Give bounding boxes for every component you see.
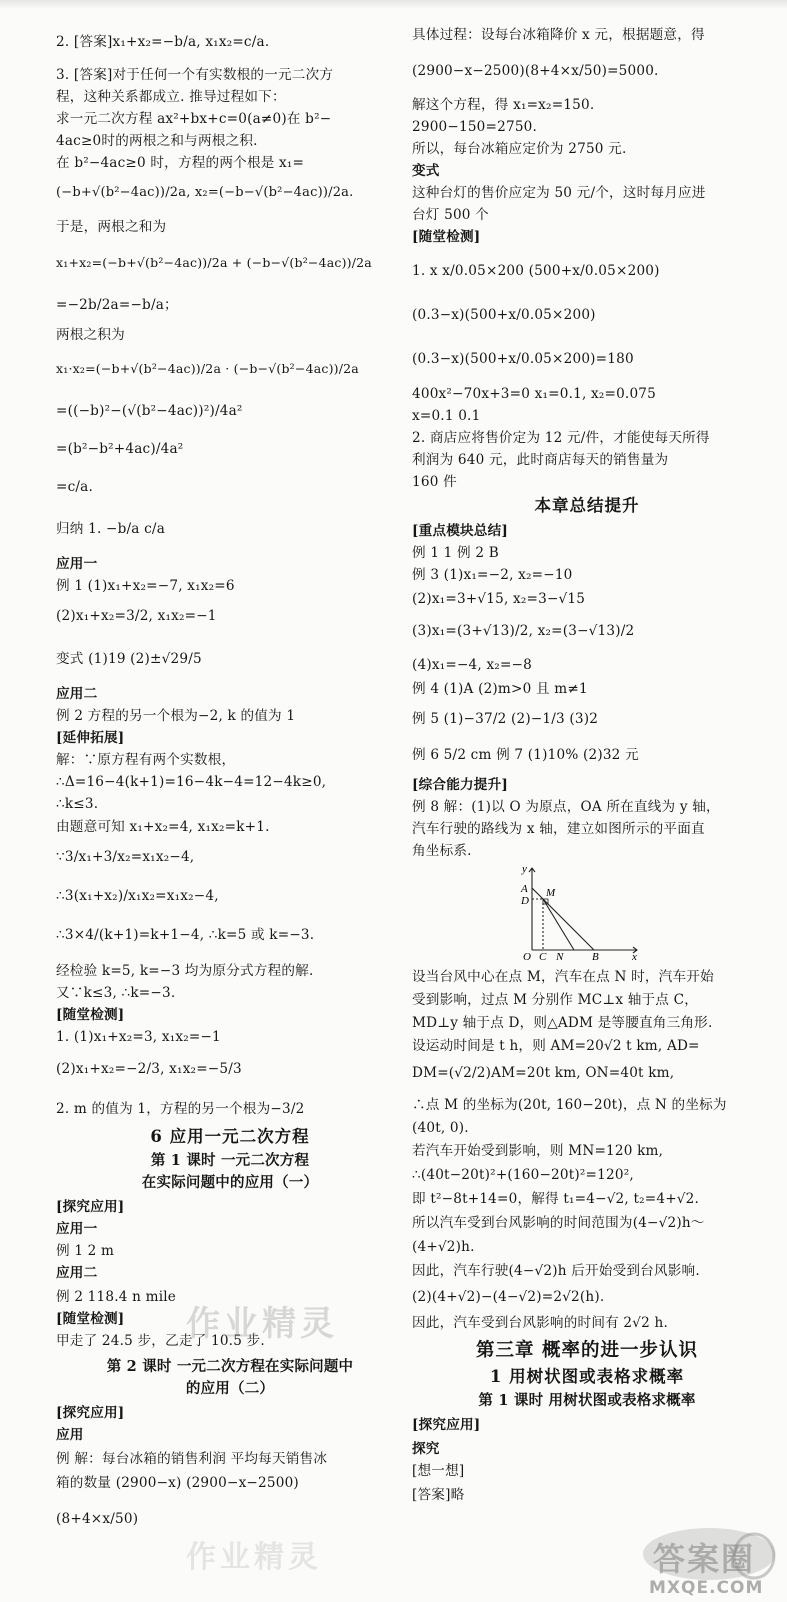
formula-line: =(b²−b²+4ac)/4a² [56,441,184,457]
answer-line: 1. x x/0.05×200 (500+x/0.05×200) [412,263,660,279]
solution-line: 又∵k≤3, ∴k=−3. [56,985,176,1001]
solution-line: 经检验 k=5, k=−3 均为原分式方程的解. [56,963,314,979]
section-heading: 应用一 [56,1221,98,1237]
answer-line: 1. (1)x₁+x₂=3, x₁x₂=−1 [56,1029,221,1045]
example-line: 例 5 (1)−37/2 (2)−1/3 (3)2 [412,711,599,727]
answer-line: 400x²−70x+3=0 x₁=0.1, x₂=0.075 [412,386,657,402]
section-tag: [随堂检测] [56,1007,125,1023]
text-line: 在 b²−4ac≥0 时，方程的两个根是 x₁= [56,155,305,171]
formula-line: x₁+x₂=(−b+√(b²−4ac))/2a + (−b−√(b²−4ac))/2a [56,255,372,270]
text-line: 这种台灯的售价应定为 50 元/个，这时每月应进 [412,185,706,201]
section-title: 6 应用一元二次方程 [150,1127,310,1146]
point-label-c: C [539,951,547,962]
solution-line: 由题意可知 x₁+x₂=4, x₁x₂=k+1. [56,819,270,835]
answer-line: 2. 商店应将售价定为 12 元/件，才能使每天所得 [412,430,710,446]
point-label-a: A [521,883,528,895]
coordinate-diagram [512,862,647,962]
answer-line: x=0.1 0.1 [412,408,481,424]
formula-line: =−2b/2a=−b/a； [56,297,178,313]
text-line: 解这个方程，得 x₁=x₂=150. [412,97,595,113]
example-line: 例 1 1 例 2 B [412,545,499,561]
solution-line: ∴(40t−20t)²+(160−20t)²=120², [412,1167,634,1183]
lesson-title: 第 2 课时 一元二次方程在实际问题中 [106,1358,354,1375]
solution-line: 即 t²−8t+14=0，解得 t₁=4−√2, t₂=4+√2. [412,1191,700,1207]
axis-label-x: x [632,951,637,962]
lesson-title: 第 1 课时 一元二次方程 [150,1152,310,1169]
answer-line: 甲走了 24.5 步，乙走了 10.5 步. [56,1333,265,1349]
formula-line: =((−b)²−(√(b²−4ac))²)/4a² [56,403,243,419]
text-line: 求一元二次方程 ax²+bx+c=0(a≠0)在 b²− [56,111,332,127]
point-label-o: O [523,951,531,962]
text-line: [答案]略 [412,1487,465,1503]
formula-line: (−b+√(b²−4ac))/2a, x₂=(−b−√(b²−4ac))/2a. [56,185,354,200]
point-label-b: B [592,951,599,962]
solution-line: DM=(√2/2)AM=20t km, ON=40t km, [412,1065,675,1081]
section-heading: 应用一 [56,556,98,572]
example-line: 例 3 (1)x₁=−2, x₂=−10 [412,567,573,583]
section-tag: [探究应用] [56,1199,125,1215]
example-line: 例 2 方程的另一个根为−2, k 的值为 1 [56,708,296,724]
answer-line: (0.3−x)(500+x/0.05×200)=180 [412,351,634,367]
text-line: 两根之积为 [56,327,125,343]
example-line: 例 1 2 m [56,1243,115,1259]
axis-label-y: y [522,863,527,875]
text-line: 所以，每台冰箱应定价为 2750 元. [412,141,627,157]
answer-2: 2. [答案]x₁+x₂=−b/a, x₁x₂=c/a. [56,34,270,50]
logo-url: MXQE.COM [649,1578,764,1598]
section-heading: 变式 [412,163,440,179]
example-line: 例 2 118.4 n mile [56,1289,177,1305]
text-line: [想一想] [412,1463,465,1479]
example-line: (2)x₁+x₂=3/2, x₁x₂=−1 [56,608,217,624]
section-tag: [探究应用] [56,1405,125,1421]
solution-line: 角坐标系. [412,843,472,859]
example-line: (4)x₁=−4, x₂=−8 [412,657,532,673]
lesson-title: 第 1 课时 用树状图或表格求概率 [478,1392,696,1409]
variant-line: 变式 (1)19 (2)±√29/5 [56,651,202,667]
text-line: 程，这种关系都成立. 推导过程如下： [56,89,286,105]
section-tag: [探究应用] [412,1417,481,1433]
point-label-d: D [521,895,529,907]
formula-line: =c/a. [56,479,94,495]
section-tag: [延伸拓展] [56,730,125,746]
solution-line: ∴3(x₁+x₂)/x₁x₂=x₁x₂−4, [56,888,219,904]
solution-line: 因此，汽车受到台风影响的时间有 2√2 h. [412,1315,668,1331]
answer-line: (2)x₁+x₂=−2/3, x₁x₂=−5/3 [56,1061,242,1077]
formula-line: x₁·x₂=(−b+√(b²−4ac))/2a · (−b−√(b²−4ac))/2a [56,361,359,376]
answer-line: 利润为 640 元，此时商店每天的销售量为 [412,452,669,468]
solution-line: 因此，汽车行驶(4−√2)h 后开始受到台风影响. [412,1263,700,1279]
example-line: 例 4 (1)A (2)m>0 且 m≠1 [412,681,588,697]
section-tag: [随堂检测] [412,229,481,245]
solution-line: 设当台风中心在点 M，汽车在点 N 时，汽车开始 [412,969,714,985]
watermark-lower: 作业精灵 [186,1540,322,1575]
text-line: 于是，两根之和为 [56,219,167,235]
lesson-subtitle: 的应用（二） [185,1380,275,1397]
solution-line: ∴点 M 的坐标为(20t, 160−20t)，点 N 的坐标为 [412,1097,727,1113]
point-label-n: N [556,951,564,962]
solution-line: (40t, 0). [412,1120,469,1136]
solution-line: 箱的数量 (2900−x) (2900−x−2500) [56,1475,299,1491]
section-tag: [随堂检测] [56,1311,125,1327]
solution-line: (2)(4+√2)−(4−√2)=2√2(h). [412,1289,605,1305]
chapter-summary-title: 本章总结提升 [534,496,640,515]
answer-line: (0.3−x)(500+x/0.05×200) [412,307,596,323]
logo-text: 答案圈 [653,1540,756,1578]
text-line: 4ac≥0时的两根之和与两根之积. [56,133,258,149]
lesson-subtitle: 在实际问题中的应用（一） [141,1174,319,1191]
example-line: 例 6 5/2 cm 例 7 (1)10% (2)32 元 [412,747,639,763]
example-line: (2)x₁=3+√15, x₂=3−√15 [412,591,586,607]
section-heading: 应用 [56,1427,84,1443]
solution-line: 例 8 解：(1)以 O 为原点，OA 所在直线为 y 轴， [412,799,720,815]
chapter-title: 第三章 概率的进一步认识 [476,1340,698,1361]
solution-line: ∵3/x₁+3/x₂=x₁x₂−4, [56,849,195,865]
formula-line: (8+4×x/50) [56,1511,139,1527]
example-line: 例 1 (1)x₁+x₂=−7, x₁x₂=6 [56,578,235,594]
text-line: 2900−150=2750. [412,119,538,135]
answer-line: 2. m 的值为 1，方程的另一个根为−3/2 [56,1101,305,1117]
example-line: (3)x₁=(3+√13)/2, x₂=(3−√13)/2 [412,623,635,639]
formula-line: (2900−x−2500)(8+4×x/50)=5000. [412,63,659,79]
solution-line: 所以汽车受到台风影响的时间范围为(4−√2)h～ [412,1215,705,1231]
solution-line: ∴3×4/(k+1)=k+1−4, ∴k=5 或 k=−3. [56,927,315,943]
scan-top-edge [0,0,787,8]
answer-3: 3. [答案]对于任何一个有实数根的一元二次方 [56,67,334,83]
text-line: 台灯 500 个 [412,207,489,223]
section-heading: 应用二 [56,1265,98,1281]
solution-line: 汽车行驶的路线为 x 轴，建立如图所示的平面直 [412,821,705,837]
answer-line: 160 件 [412,474,457,490]
section-heading: 探究 [412,1441,440,1457]
solution-line: MD⊥y 轴于点 D，则△ADM 是等腰直角三角形. [412,1015,713,1031]
solution-line: 受到影响，过点 M 分别作 MC⊥x 轴于点 C， [412,992,699,1008]
point-label-m: M [546,887,556,899]
summary-line: 归纳 1. −b/a c/a [56,521,165,537]
section-tag: [综合能力提升] [412,777,509,793]
section-title: 1 用树状图或表格求概率 [489,1367,685,1386]
solution-line: 解：∵原方程有两个实数根， [56,752,236,768]
watermark-middle: 作业精灵 [186,1304,338,1344]
solution-line: ∴k≤3. [56,796,99,812]
solution-line: (4+√2)h. [412,1239,475,1255]
solution-line: 例 解：每台冰箱的销售利润 平均每天销售冰 [56,1451,328,1467]
section-tag: [重点模块总结] [412,523,509,539]
section-heading: 应用二 [56,686,98,702]
text-line: 具体过程：设每台冰箱降价 x 元，根据题意，得 [412,27,705,43]
solution-line: 若汽车开始受到影响，则 MN=120 km, [412,1143,664,1159]
solution-line: 设运动时间是 t h，则 AM=20√2 t km, AD= [412,1038,700,1054]
solution-line: ∴Δ=16−4(k+1)=16−4k−4=12−4k≥0, [56,774,327,790]
site-logo [609,1526,777,1598]
